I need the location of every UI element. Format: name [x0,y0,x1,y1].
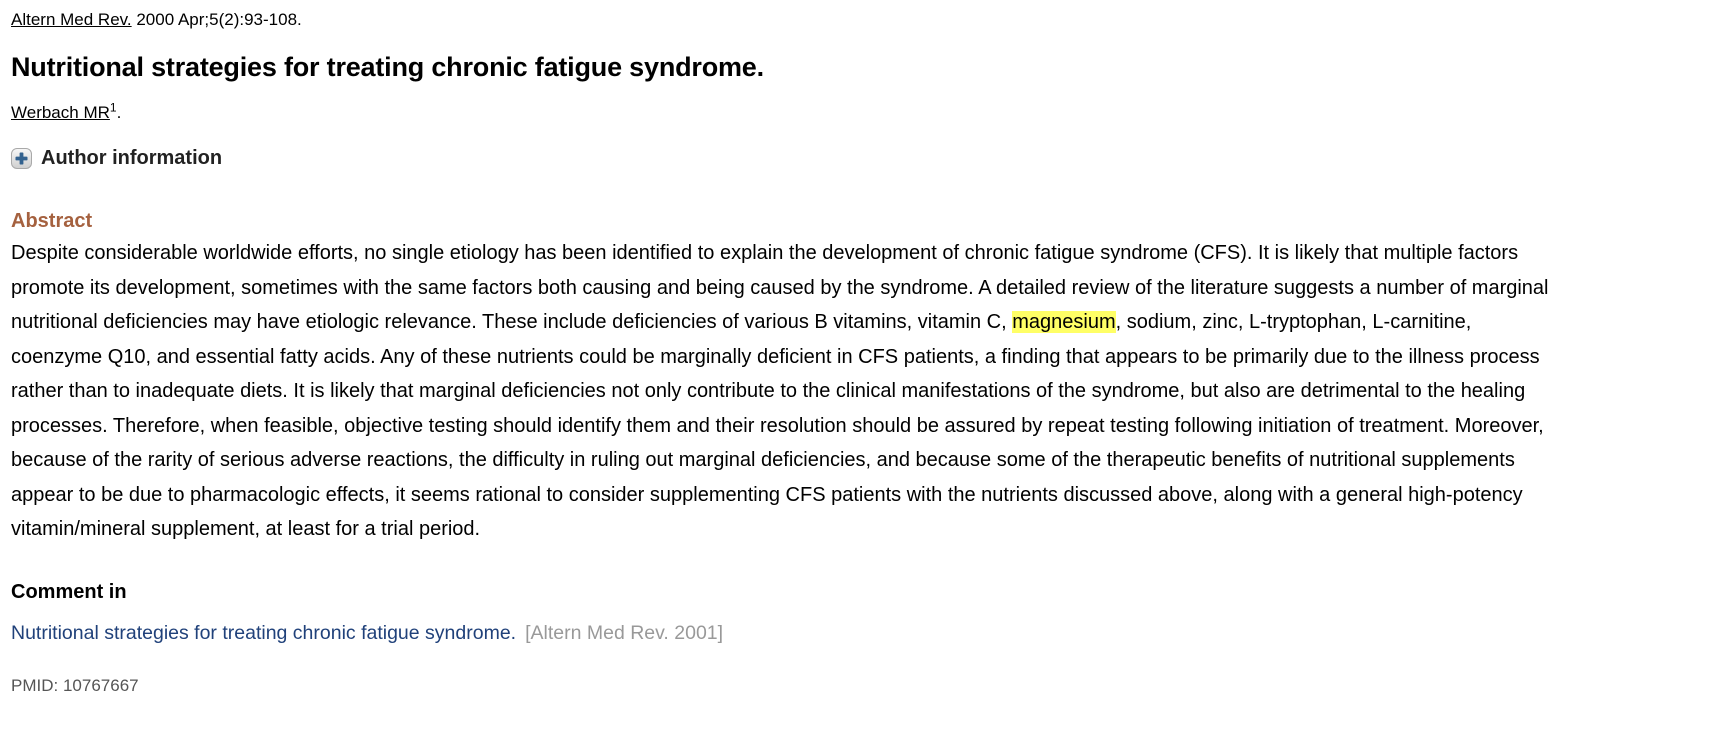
highlighted-search-term: magnesium [1012,311,1116,333]
abstract-text-before-highlight: Despite considerable worldwide efforts, no single etiology has been identified to explain the development of chronic fatigue syndrome (CFS). It is likely that multiple factors promote its development, sometimes with the same factors both causing and being caused by the syndrome. A detailed review of the literature suggests a number of marginal nutritional deficiencies may have etiologic relevance. These include deficiencies of various B vitamins, vitamin C, [11,242,1549,333]
abstract-text [11,236,1563,547]
author-link[interactable]: Werbach MR [11,103,110,122]
journal-citation [11,10,1712,30]
comment-source-citation: [Altern Med Rev. 2001] [525,621,724,644]
comment-article-link[interactable]: Nutritional strategies for treating chronic fatigue syndrome. [11,621,517,644]
author-information-toggle[interactable] [11,147,1712,170]
expand-plus-icon[interactable] [11,148,32,169]
pmid-line [11,675,1712,696]
pmid-label: PMID: [11,675,59,695]
author-affiliation-superscript: 1 [109,100,117,115]
comment-in-heading: Comment in [11,580,127,603]
comment-in-entry [11,621,1712,646]
author-line [11,102,1712,124]
citation-details: 2000 Apr;5(2):93-108. [131,10,302,29]
abstract-text-after-highlight: , sodium, zinc, L-tryptophan, L-carnitine, coenzyme Q10, and essential fatty acids. Any of these nutrients could be marginally deficient in CFS patients, a finding that appears to be primarily due to the illness process rather than to inadequate diets. It is likely that marginal deficiencies not only contribute to the clinical manifestations of the syndrome, but also are detrimental to the healing processes. Therefore, when feasible, objective testing should identify them and their resolution should be assured by repeat testing following initiation of treatment. Moreover, because of the rarity of serious adverse reactions, the difficulty in ruling out marginal deficiencies, and because some of the therapeutic benefits of nutritional supplements appear to be due to pharmacologic effects, it seems rational to consider supplementing CFS patients with the nutrients discussed above, along with a general high-potency vitamin/mineral supplement, at least for a trial period. [11,311,1544,540]
pmid-value: 10767667 [62,675,139,695]
journal-link[interactable]: Altern Med Rev. [11,10,132,29]
article-title: Nutritional strategies for treating chronic fatigue syndrome. [11,52,764,82]
author-information-label: Author information [41,147,223,169]
author-line-period: . [116,103,122,122]
abstract-heading: Abstract [11,210,93,232]
